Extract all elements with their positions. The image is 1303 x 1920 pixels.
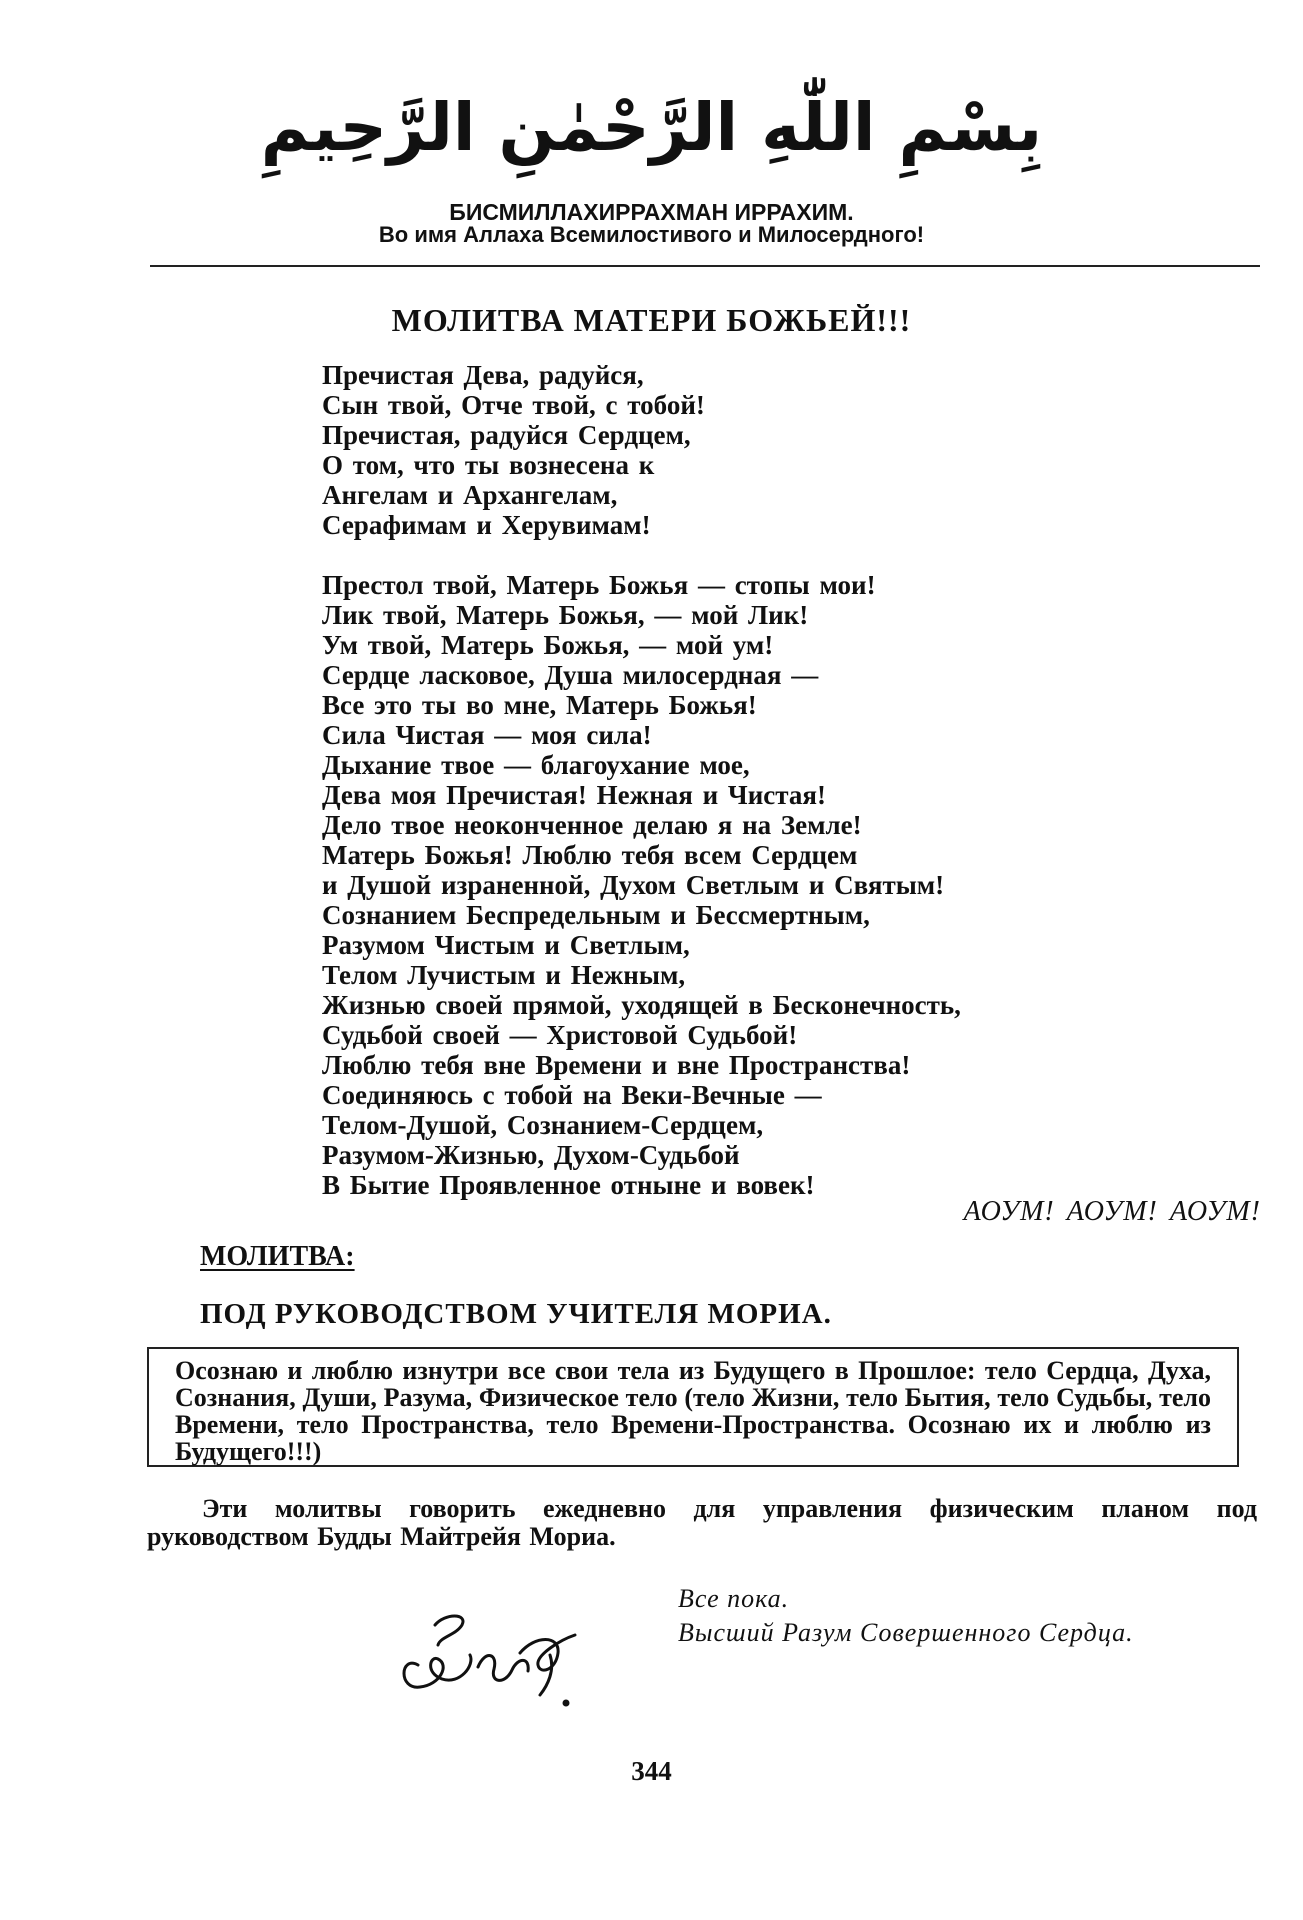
poem-line: Престол твой, Матерь Божья — стопы мои! (322, 570, 876, 600)
poem-stanza-1 (322, 360, 1142, 540)
poem-line: Пречистая, радуйся Сердцем, (322, 420, 691, 450)
poem-line: Разумом-Жизнью, Духом-Судьбой (322, 1140, 740, 1170)
poem-line: Телом Лучистым и Нежным, (322, 960, 686, 990)
aoum-chant: АОУМ! АОУМ! АОУМ! (963, 1196, 1261, 1227)
basmala-transliteration: БИСМИЛЛАХИРРАХМАН ИРРАХИМ. (449, 199, 854, 225)
poem-line: Серафимам и Херувимам! (322, 510, 651, 540)
poem-line: Все это ты во мне, Матерь Божья! (322, 690, 757, 720)
boxed-prayer: Осознаю и люблю изнутри все свои тела из Будущего в Прошлое: тело Сердца, Духа, Сознания, Души, Разума, Физическое тело (тело Жизни, тело Бытия, тело Судьбы, тело Времени, тело Пространства, тело Времени-Пространства. Осознаю их и люблю из Будущего!!!) (147, 1347, 1239, 1467)
header-divider (150, 265, 1260, 267)
poem-line: Матерь Божья! Люблю тебя всем Сердцем (322, 840, 858, 870)
poem-line: Дело твое неоконченное делаю я на Земле! (322, 810, 862, 840)
signoff-line-2: Высший Разум Совершенного Сердца. (678, 1618, 1134, 1647)
signoff-line-1: Все пока. (678, 1584, 790, 1613)
poem-line: Пречистая Дева, радуйся, (322, 360, 644, 390)
poem-line: Жизнью своей прямой, уходящей в Бесконечность, (322, 990, 961, 1020)
poem-line: Соединяюсь с тобой на Веки-Вечные — (322, 1080, 822, 1110)
poem-line: и Душой израненной, Духом Светлым и Святым! (322, 870, 945, 900)
prayer-label: МОЛИТВА: (200, 1241, 355, 1272)
poem-line: Сила Чистая — моя сила! (322, 720, 652, 750)
poem-line: Люблю тебя вне Времени и вне Пространства! (322, 1050, 911, 1080)
poem-line: Ангелам и Архангелам, (322, 480, 618, 510)
basmala-translation: Во имя Аллаха Всемилостивого и Милосердного! (378, 222, 925, 247)
handwritten-signature (390, 1595, 600, 1715)
poem-line: В Бытие Проявленное отныне и вовек! (322, 1170, 815, 1200)
poem-line: Дыхание твое — благоухание мое, (322, 750, 750, 780)
poem-line: Сознанием Беспредельным и Бессмертным, (322, 900, 870, 930)
poem-line: Сын твой, Отче твой, с тобой! (322, 390, 705, 420)
guidance-title: ПОД РУКОВОДСТВОМ УЧИТЕЛЯ МОРИА. (200, 1298, 832, 1330)
poem-line: О том, что ты вознесена к (322, 450, 655, 480)
poem (322, 360, 1142, 1200)
page-number: 344 (631, 1756, 672, 1786)
poem-line: Телом-Душой, Сознанием-Сердцем, (322, 1110, 764, 1140)
poem-stanza-2 (322, 570, 1142, 1200)
prayer-title: МОЛИТВА МАТЕРИ БОЖЬЕЙ!!! (391, 302, 912, 338)
daily-instruction: Эти молитвы говорить ежедневно для управления физическим планом под руководством Будды Майтрейя Мориа. (147, 1494, 1257, 1551)
poem-line: Судьбой своей — Христовой Судьбой! (322, 1020, 798, 1050)
signoff (678, 1582, 1134, 1650)
poem-line: Сердце ласковое, Душа милосердная — (322, 660, 819, 690)
poem-line: Дева моя Пречистая! Нежная и Чистая! (322, 780, 826, 810)
poem-line: Ум твой, Матерь Божья, — мой ум! (322, 630, 774, 660)
poem-line: Лик твой, Матерь Божья, — мой Лик! (322, 600, 809, 630)
poem-line: Разумом Чистым и Светлым, (322, 930, 690, 960)
basmala-calligraphy: بِسْمِ اللّٰهِ الرَّحْمٰنِ الرَّحِيمِ (260, 89, 1043, 166)
